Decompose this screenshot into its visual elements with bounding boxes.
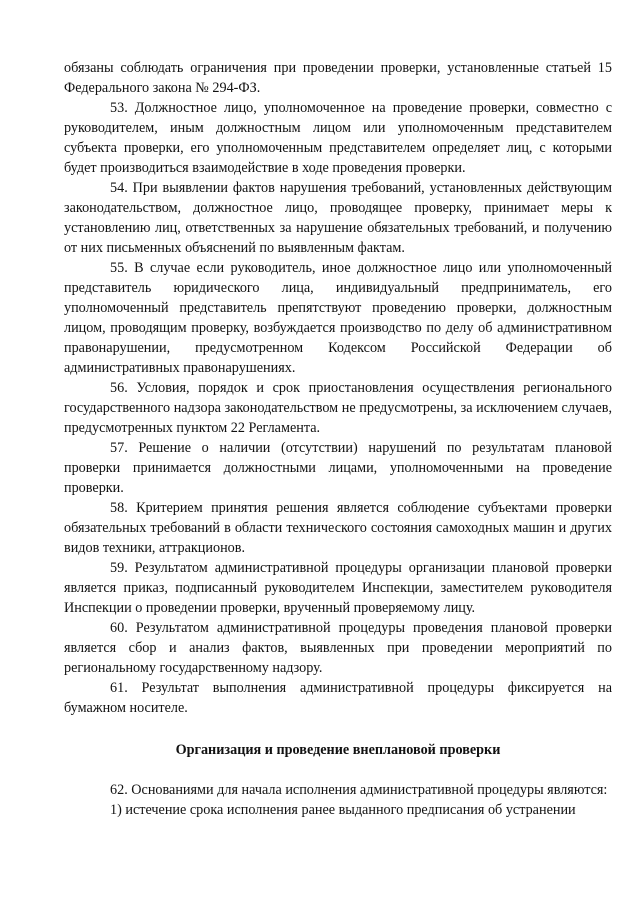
paragraph-54: 54. При выявлении фактов нарушения требований, установленных действующим законодательством, должностное лицо, проводящее проверку, принимает меры к установлению лиц, ответственных за нарушение обязательных требований, и получению от них письменных объяснений по выявленным фактам. [64, 180, 612, 256]
paragraph-53: 53. Должностное лицо, уполномоченное на проведение проверки, совместно с руководителем, иным должностным лицом или уполномоченным представителем субъекта проверки, его уполномоченным представителем определяет лиц, с которыми будет производиться взаимодействие в ходе проведения проверки. [64, 100, 612, 176]
paragraph-56: 56. Условия, порядок и срок приостановления осуществления регионального государственного надзора законодательством не предусмотрены, за исключением случаев, предусмотренных пунктом 22 Регламента. [64, 380, 612, 436]
paragraph-61: 61. Результат выполнения административной процедуры фиксируется на бумажном носителе. [64, 680, 612, 716]
paragraph-continuation: обязаны соблюдать ограничения при проведении проверки, установленные статьей 15 Федерального закона № 294-ФЗ. [64, 60, 612, 96]
paragraph-58: 58. Критерием принятия решения является соблюдение субъектами проверки обязательных требований в области технического состояния самоходных машин и других видов техники, аттракционов. [64, 500, 612, 556]
paragraph-57: 57. Решение о наличии (отсутствии) нарушений по результатам плановой проверки принимается должностными лицами, уполномоченными на проведение проверки. [64, 440, 612, 496]
section-heading: Организация и проведение внеплановой проверки [175, 742, 501, 758]
document-body [64, 58, 612, 820]
paragraph-55: 55. В случае если руководитель, иное должностное лицо или уполномоченный представитель юридического лица, индивидуальный предприниматель, его уполномоченный представитель препятствуют проведению проверки, должностным лицом, проводящим проверку, возбуждается производство по делу об административном правонарушении, предусмотренном Кодексом Российской Федерации об административных правонарушениях. [64, 260, 612, 376]
paragraph-60: 60. Результатом административной процедуры проведения плановой проверки является сбор и анализ фактов, выявленных при проведении мероприятий по региональному государственному надзору. [64, 620, 612, 676]
paragraph-62-item-1: 1) истечение срока исполнения ранее выданного предписания об устранении [110, 802, 576, 818]
paragraph-62: 62. Основаниями для начала исполнения административной процедуры являются: [110, 782, 608, 798]
paragraph-59: 59. Результатом административной процедуры организации плановой проверки является приказ, подписанный руководителем Инспекции, заместителем руководителя Инспекции о проведении проверки, врученный проверяемому лицу. [64, 560, 612, 616]
